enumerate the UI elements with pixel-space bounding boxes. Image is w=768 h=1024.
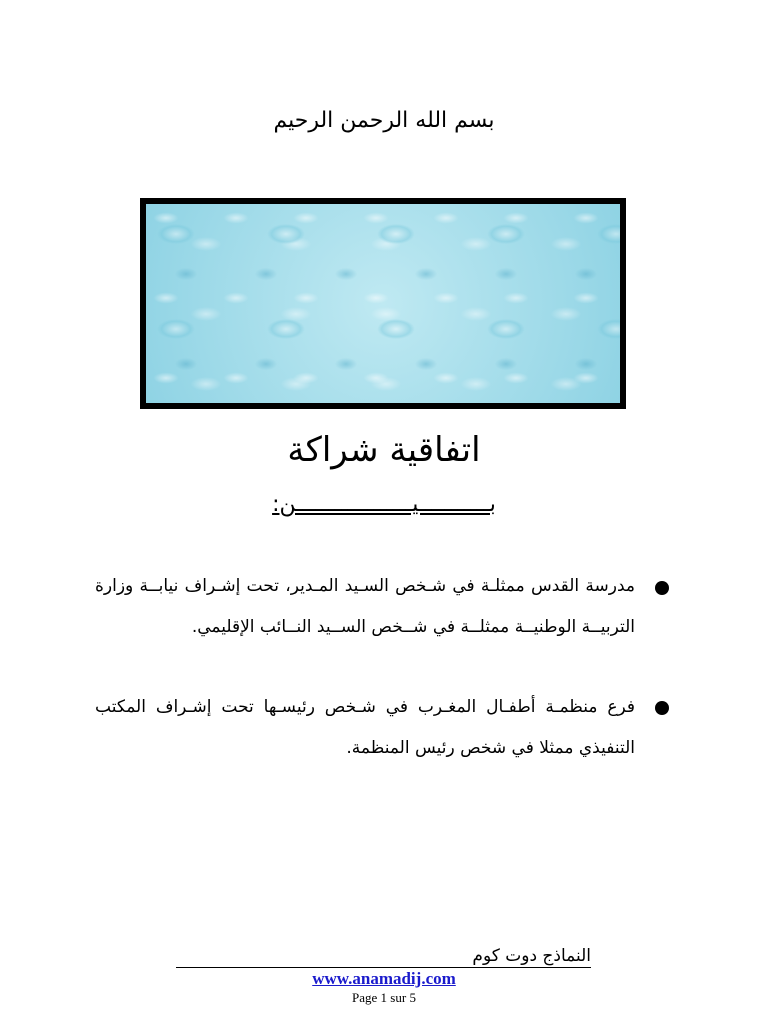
party-text: فرع منظمـة أطفـال المغـرب في شـخص رئيسـها تحت إشـراف المكتب التنفيذي ممثلا في شخص رئيس المنظمة. <box>95 697 635 758</box>
document-title: اتفاقية شراكة <box>287 430 481 470</box>
party-item <box>95 566 635 648</box>
basmala-heading: بسم الله الرحمن الرحيم <box>273 108 495 133</box>
water-drops-image <box>140 198 626 409</box>
bullet-icon <box>655 701 669 715</box>
water-drops-texture <box>146 204 620 403</box>
party-text: مدرسة القدس ممثلـة في شـخص السـيد المـدير، تحت إشـراف نيابــة وزارة التربيــة الوطنيــة ممثلــة في شــخص الســيد النــائب الإقليمي. <box>95 576 635 637</box>
footer-url-link[interactable]: www.anamadij.com <box>312 969 456 988</box>
party-item <box>95 687 635 769</box>
bullet-icon <box>655 581 669 595</box>
page-number: Page 1 sur 5 <box>352 990 416 1005</box>
between-label: بـــــــــــيــــــــــــــــــن: <box>272 492 496 517</box>
footer-site-name: النماذج دوت كوم <box>176 945 591 968</box>
